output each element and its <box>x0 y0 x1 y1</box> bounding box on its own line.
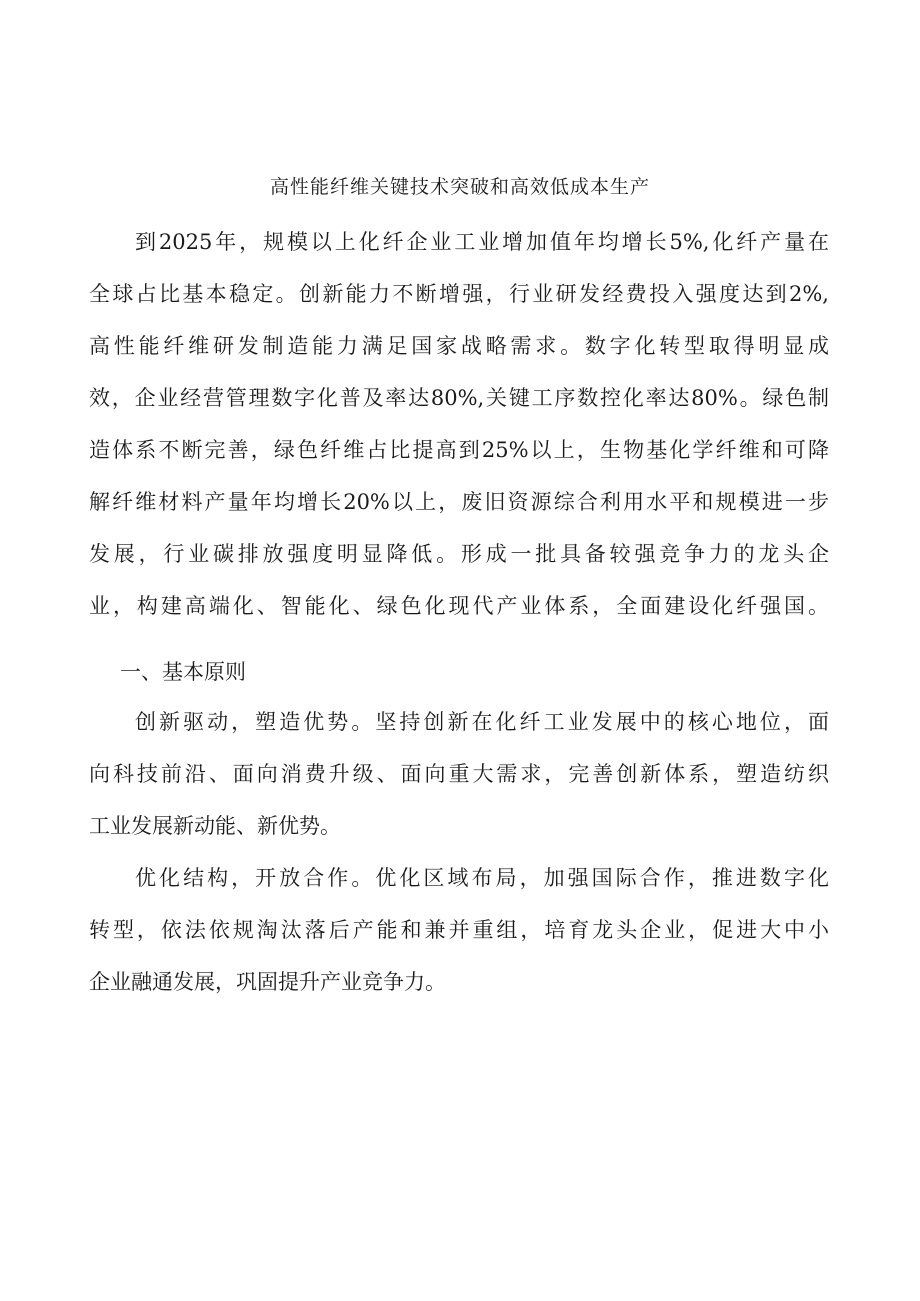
paragraph-1-line-2: 全球占比基本稳定。创新能力不断增强，行业研发经费投入强度达到2%, <box>89 282 829 306</box>
paragraph-2-line-2: 向科技前沿、面向消费升级、面向重大需求，完善创新体系，塑造纺织 <box>89 762 829 786</box>
paragraph-3-line-1: 优化结构，开放合作。优化区域布局，加强国际合作，推进数字化 <box>135 866 829 890</box>
paragraph-1-line-6: 解纤维材料产量年均增长20%以上，废旧资源综合利用水平和规模进一步 <box>89 490 829 514</box>
paragraph-3-line-2: 转型，依法依规淘汰落后产能和兼并重组，培育龙头企业，促进大中小 <box>89 918 829 942</box>
paragraph-3-line-3: 企业融通发展，巩固提升产业竞争力。 <box>89 970 446 994</box>
paragraph-1-line-5: 造体系不断完善，绿色纤维占比提高到25%以上，生物基化学纤维和可降 <box>89 438 829 462</box>
paragraph-1-line-7: 发展，行业碳排放强度明显降低。形成一批具备较强竞争力的龙头企 <box>89 542 829 566</box>
section-heading: 一、基本原则 <box>120 660 246 684</box>
paragraph-2-line-1: 创新驱动，塑造优势。坚持创新在化纤工业发展中的核心地位，面 <box>135 710 829 734</box>
paragraph-2-line-3: 工业发展新动能、新优势。 <box>89 814 341 838</box>
paragraph-1-line-8: 业，构建高端化、智能化、绿色化现代产业体系，全面建设化纤强国。 <box>89 594 829 618</box>
paragraph-1-line-1: 到2025年，规模以上化纤企业工业增加值年均增长5%,化纤产量在 <box>135 230 829 254</box>
paragraph-1-line-4: 效，企业经营管理数字化普及率达80%,关键工序数控化率达80%。绿色制 <box>89 386 829 410</box>
document-title: 高性能纤维关键技术突破和高效低成本生产 <box>269 176 650 198</box>
paragraph-1-line-3: 高性能纤维研发制造能力满足国家战略需求。数字化转型取得明显成 <box>89 334 829 358</box>
